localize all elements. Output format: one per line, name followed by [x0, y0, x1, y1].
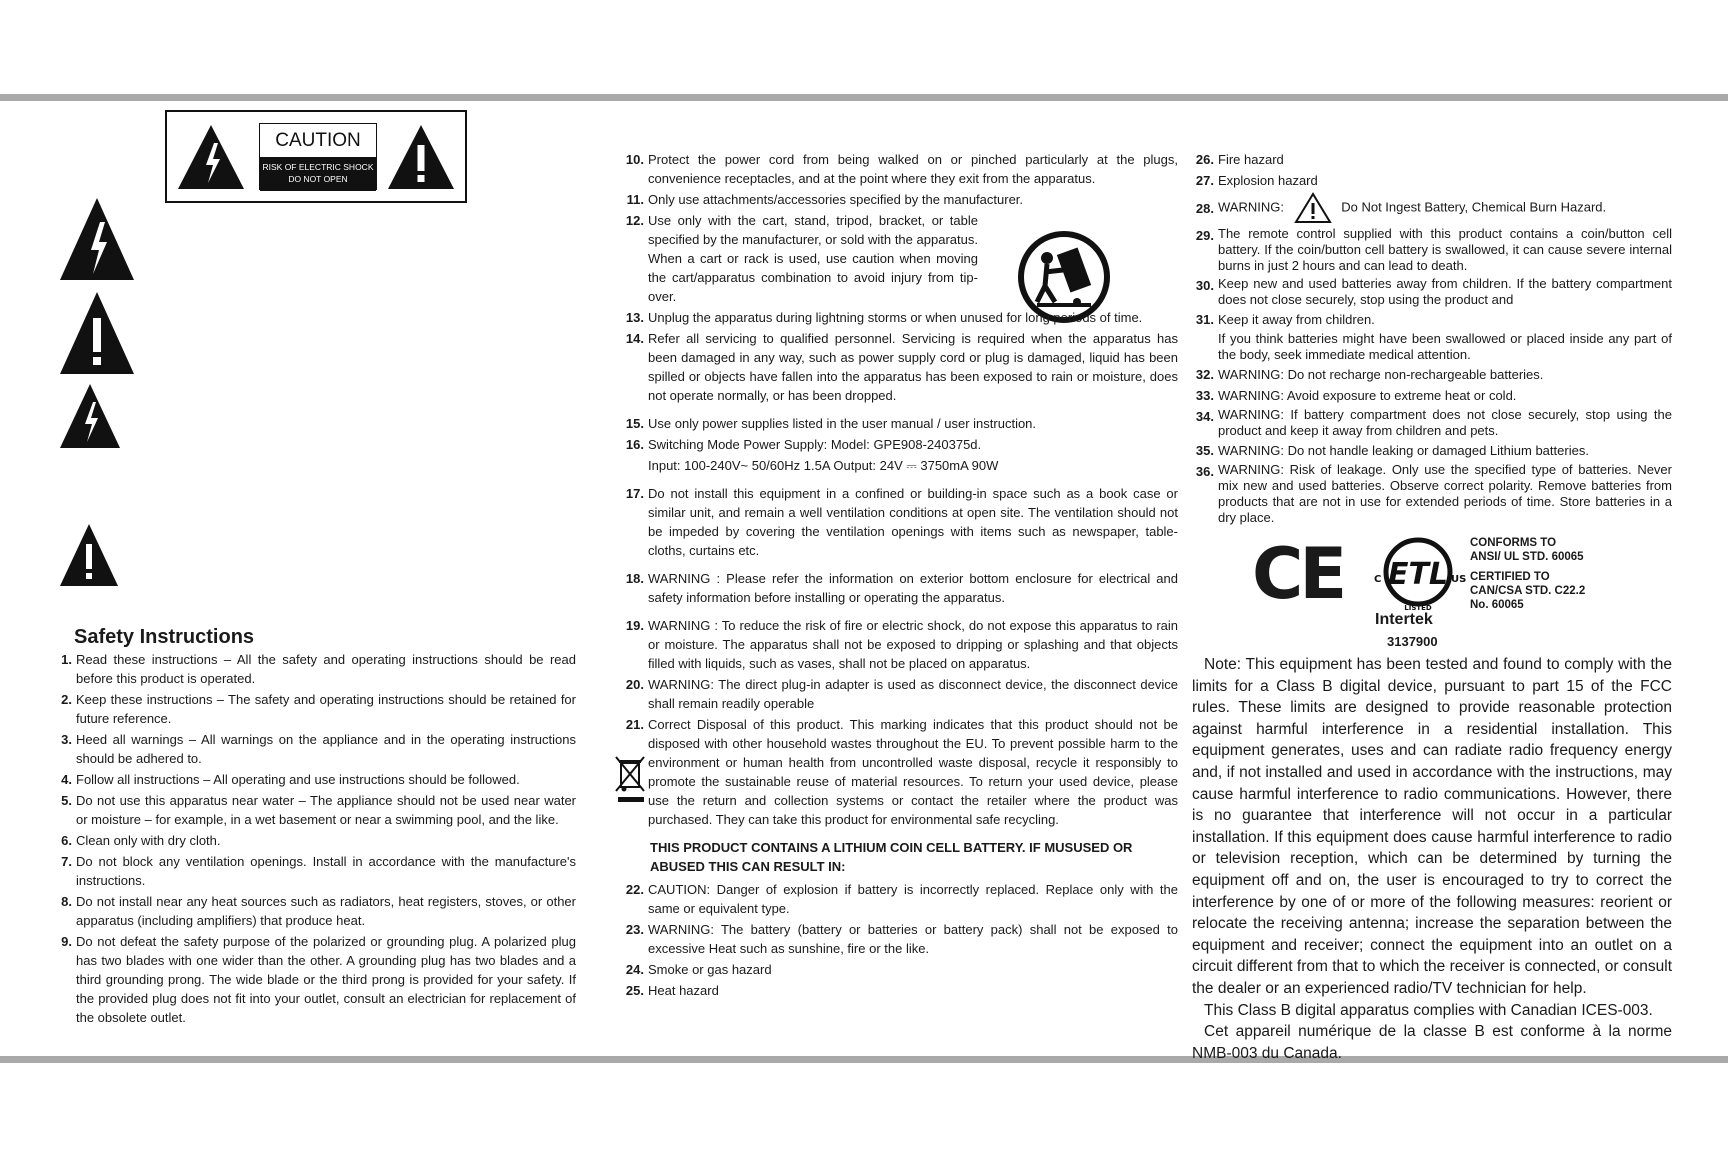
- item-text: Read these instructions – All the safety and operating instructions should be read before this product is operated.: [76, 652, 576, 686]
- certified-line2: CAN/CSA STD. C22.2: [1470, 585, 1586, 597]
- list-item: [622, 715, 1178, 829]
- item-text: WARNING: Do not handle leaking or damaged Lithium batteries.: [1218, 443, 1589, 458]
- item-text: CAUTION: Danger of explosion if battery is incorrectly replaced. Replace only with the same or equivalent type.: [648, 882, 1178, 916]
- item-number: 25.: [625, 983, 644, 998]
- list-item: [622, 569, 1178, 607]
- etl-listed-label: LISTED: [1404, 604, 1432, 612]
- ices-french: Cet appareil numérique de la classe B est conforme à la norme NMB-003 du Canada.: [1192, 1023, 1672, 1062]
- etl-us-label: US: [1451, 574, 1466, 585]
- etl-listed-icon: [1370, 534, 1466, 616]
- list-item: [622, 329, 1178, 405]
- item-number: 5.: [61, 793, 72, 808]
- list-item: [622, 960, 1178, 979]
- exclamation-warning-icon: [58, 522, 120, 588]
- item-number: 12.: [625, 213, 644, 228]
- item-text: WARNING: If battery compartment does not close securely, stop using the product and keep it away from children and pets.: [1218, 407, 1672, 438]
- item-text: WARNING: Avoid exposure to extreme heat or cold.: [1218, 388, 1517, 403]
- item-number: 15.: [625, 416, 644, 431]
- item-text: Do not use this apparatus near water – The appliance should not be used near water or moisture – for example, in a wet basement or near a swimming pool, and the like.: [76, 793, 576, 827]
- item-number: 7.: [61, 854, 72, 869]
- item-number: 34.: [1195, 409, 1214, 424]
- item-text: Keep these instructions – The safety and operating instructions should be retained for future reference.: [76, 692, 576, 726]
- list-item: [622, 414, 1178, 433]
- list-item: [56, 690, 576, 728]
- item-text: Unplug the apparatus during lightning storms or when unused for long periods of time.: [648, 310, 1143, 325]
- item-text: Do not install this equipment in a confined or building-in space such as a book case or similar unit, and remain a well ventilation conditions at open site. The ventilation should not be impeded by covering the ventilation openings with items such as newspaper, table-cloths, curtains etc.: [648, 486, 1178, 558]
- item-number: 27.: [1195, 173, 1214, 188]
- item-number: 9.: [61, 934, 72, 949]
- list-item: [56, 650, 576, 688]
- item-text: Refer all servicing to qualified personnel. Servicing is required when the apparatus has been damaged in any way, such as power supply cord or plug is damaged, liquid has been spilled or objects have fallen into the apparatus has been exposed to rain or moisture, does not operate normally, or has been dropped.: [648, 331, 1178, 403]
- item-text: Smoke or gas hazard: [648, 962, 772, 977]
- list-item: [622, 435, 1178, 454]
- ce-mark: CE: [1252, 533, 1344, 615]
- battery-warning-note: THIS PRODUCT CONTAINS A LITHIUM COIN CELL BATTERY. IF MUSUSED OR ABUSED THIS CAN RESULT IN:: [650, 840, 1133, 874]
- power-spec-line: [622, 456, 1178, 475]
- list-item: [622, 616, 1178, 673]
- safety-heading: Safety Instructions: [74, 626, 255, 648]
- exclamation-warning-icon: [1294, 192, 1332, 224]
- item-text: WARNING: The battery (battery or batteries or battery pack) shall not be exposed to excessive Heat such as sunshine, fire or the like.: [648, 922, 1178, 956]
- item-text: Explosion hazard: [1218, 173, 1318, 188]
- item-number: 4.: [61, 772, 72, 787]
- item-text: If you think batteries might have been swallowed or placed inside any part of the body, seek immediate medical attention.: [1218, 331, 1672, 362]
- item-number: 21.: [625, 717, 644, 732]
- list-item: [1192, 462, 1672, 526]
- etl-c-label: C: [1374, 574, 1382, 585]
- certification-text: [1470, 536, 1585, 618]
- item-number: 33.: [1195, 388, 1214, 403]
- list-item: [1192, 407, 1672, 439]
- item-number: 8.: [61, 894, 72, 909]
- intertek-number: 3137900: [1387, 634, 1438, 649]
- ices-english: This Class B digital apparatus complies with Canadian ICES-003.: [1204, 1001, 1653, 1019]
- list-item: [622, 484, 1178, 560]
- list-item: [56, 770, 576, 789]
- list-item: [1192, 310, 1672, 329]
- item-number: 18.: [625, 571, 644, 586]
- list-item: [1192, 386, 1672, 405]
- item-text: WARNING: The direct plug-in adapter is used as disconnect device, the disconnect device shall remain readily operable: [648, 677, 1178, 711]
- caution-sub-line2: DO NOT OPEN: [288, 174, 348, 184]
- svg-text:ETL: ETL: [1387, 557, 1449, 592]
- item-number: 23.: [625, 922, 644, 937]
- item-number: 24.: [625, 962, 644, 977]
- caution-subtitle: [260, 157, 376, 191]
- list-item: [622, 880, 1178, 918]
- power-spec-text: Input: 100-240V~ 50/60Hz 1.5A Output: 24V ⎓ 3750mA 90W: [648, 458, 999, 473]
- item-number: 10.: [625, 152, 644, 167]
- item-text: Do not defeat the safety purpose of the polarized or grounding plug. A polarized plug has two blades with one wider than the other. A grounding plug has two blades and a third grounding prong. The wide blade or the third prong is provided for your safety. If the provided plug does not fit into your outlet, consult an electrician for replacement of the obsolete outlet.: [76, 934, 576, 1025]
- exclamation-warning-icon: [58, 290, 136, 376]
- lightning-warning-icon: [58, 196, 136, 282]
- list-item: [1192, 276, 1672, 308]
- ingest-warning-text: Do Not Ingest Battery, Chemical Burn Hazard.: [1341, 199, 1607, 215]
- item-text: Follow all instructions – All operating and use instructions should be followed.: [76, 772, 520, 787]
- item-text: Heed all warnings – All warnings on the appliance and in the operating instructions should be adhered to.: [76, 732, 576, 766]
- lightning-warning-icon: [58, 382, 122, 450]
- conforms-block: [1470, 536, 1585, 564]
- caution-title: CAUTION: [260, 124, 376, 157]
- intertek-label: Intertek: [1375, 611, 1433, 628]
- list-item: [622, 211, 1178, 306]
- item-number: 11.: [626, 192, 644, 207]
- certified-line3: No. 60065: [1470, 599, 1524, 611]
- battery-and-compliance-column: [1192, 150, 1672, 1064]
- list-item: [622, 920, 1178, 958]
- item-number: 26.: [1195, 152, 1214, 167]
- item-number: 32.: [1195, 367, 1214, 382]
- list-item: [622, 190, 1178, 209]
- item-number: 36.: [1195, 464, 1214, 479]
- list-item: [622, 981, 1178, 1000]
- item-number: 28.: [1195, 200, 1214, 216]
- list-item: [1192, 171, 1672, 190]
- item-text: The remote control supplied with this product contains a coin/button cell battery. If the coin/button cell battery is swallowed, it can cause severe internal burns in just 2 hours and can lead to death.: [1218, 226, 1672, 273]
- list-item: [1192, 441, 1672, 460]
- fcc-note: Note: This equipment has been tested and found to comply with the limits for a Class B digital device, pursuant to part 15 of the FCC rules. These limits are designed to provide reasonable protection against harmful interference in a residential installation. This equipment generates, uses and can radiate radio frequency energy and, if not installed and used in accordance with the instructions, may cause harmful interference to radio communications. However, there is no guarantee that interference will not occur in a particular installation. If this equipment does cause harmful interference to radio or television reception, which can be determined by turning the equipment off and on, the user is encouraged to try to correct the interference by one of or more of the following measures: reorient or relocate the receiving antenna; increase the separation between the equipment and receiver; connect the equipment into an outlet on a circuit different from that to which the receiver is connected, or consult the dealer or an experienced radio/TV technician for help.: [1192, 656, 1672, 997]
- item-text: Switching Mode Power Supply: Model: GPE908-240375d.: [648, 437, 982, 452]
- item-text: Clean only with dry cloth.: [76, 833, 221, 848]
- item-text: Use only with the cart, stand, tripod, bracket, or table specified by the manufacturer, or sold with the apparatus. When a cart or rack is used, use caution when moving the cart/apparatus combination to avoid injury from tip-over.: [648, 213, 978, 304]
- item-text: Keep new and used batteries away from children. If the battery compartment does not close securely, stop using the product and: [1218, 276, 1672, 307]
- item-text: Heat hazard: [648, 983, 719, 998]
- item-text: Use only power supplies listed in the user manual / user instruction.: [648, 416, 1037, 431]
- caution-label-box: [165, 110, 467, 203]
- list-item: [1192, 331, 1672, 363]
- item-text: Only use attachments/accessories specified by the manufacturer.: [648, 192, 1024, 207]
- item-text: Do not install near any heat sources such as radiators, heat registers, stoves, or other apparatus (including amplifiers) that produce heat.: [76, 894, 576, 928]
- item-number: 30.: [1195, 278, 1214, 293]
- item-number: 16.: [625, 437, 644, 452]
- item-number: 13.: [625, 310, 644, 325]
- item-text: Fire hazard: [1218, 152, 1284, 167]
- caution-sub-line1: RISK OF ELECTRIC SHOCK: [262, 162, 374, 172]
- item-number: 6.: [61, 833, 72, 848]
- item-number: 31.: [1195, 312, 1214, 327]
- item-number: 22.: [625, 882, 644, 897]
- item-number: 19.: [625, 618, 644, 633]
- list-item: [1192, 226, 1672, 274]
- warning-word: WARNING:: [1218, 199, 1284, 215]
- list-item: [56, 791, 576, 829]
- list-item: [1192, 365, 1672, 384]
- conforms-line2: ANSI/ UL STD. 60065: [1470, 551, 1584, 563]
- safety-instructions-column: [56, 628, 576, 1029]
- caution-label: [259, 123, 377, 190]
- fcc-compliance-text: [1192, 654, 1672, 1064]
- list-item: [622, 675, 1178, 713]
- list-item: [1192, 192, 1672, 224]
- item-number: 14.: [625, 331, 644, 346]
- item-text: Correct Disposal of this product. This marking indicates that this product should not be disposed with other household wastes throughout the EU. To prevent possible harm to the environment or human health from uncontrolled waste disposal, recycle it responsibly to promote the sustainable reuse of material resources. To return your used device, please use the return and collection systems or contact the retailer where the product was purchased. They can take this product for environmental safe recycling.: [648, 717, 1178, 827]
- list-item: [56, 932, 576, 1027]
- list-item: [56, 892, 576, 930]
- certification-marks: [1192, 532, 1672, 650]
- lightning-warning-icon: [176, 123, 246, 191]
- item-text: [1218, 192, 1672, 224]
- item-number: 3.: [61, 732, 72, 747]
- item-text: Protect the power cord from being walked on or pinched particularly at the plugs, convenience receptacles, and at the point where they exit from the apparatus.: [648, 152, 1178, 186]
- item-number: 20.: [625, 677, 644, 692]
- exclamation-warning-icon: [386, 123, 456, 191]
- item-number: 1.: [61, 652, 72, 667]
- item-text: WARNING: Risk of leakage. Only use the specified type of batteries. Never mix new and used batteries. Observe correct polarity. Remove batteries from products that are not in use for extended periods of time. Store batteries in a dry place.: [1218, 462, 1672, 525]
- item-text: WARNING: Do not recharge non-rechargeable batteries.: [1218, 367, 1544, 382]
- conforms-line1: CONFORMS TO: [1470, 537, 1557, 549]
- item-number: 17.: [625, 486, 644, 501]
- item-number: 2.: [61, 692, 72, 707]
- list-item: [622, 150, 1178, 188]
- list-item: [56, 730, 576, 768]
- middle-instructions-column: [622, 150, 1178, 1002]
- certified-block: [1470, 570, 1585, 612]
- item-text: Do not block any ventilation openings. Install in accordance with the manufacture's instructions.: [76, 854, 576, 888]
- item-number: 29.: [1195, 228, 1214, 243]
- top-divider: [0, 94, 1728, 101]
- item-text: Keep it away from children.: [1218, 312, 1375, 327]
- list-item: [1192, 150, 1672, 169]
- item-text: WARNING : To reduce the risk of fire or electric shock, do not expose this apparatus to rain or moisture. The apparatus shall not be exposed to dripping or splashing and that objects filled with liquids, such as vases, shall not be placed on apparatus.: [648, 618, 1178, 671]
- list-item: [622, 308, 1178, 327]
- item-number: 35.: [1195, 443, 1214, 458]
- certified-line1: CERTIFIED TO: [1470, 571, 1550, 583]
- item-text: WARNING : Please refer the information on exterior bottom enclosure for electrical and safety information before installing or operating the apparatus.: [648, 571, 1178, 605]
- list-item: [56, 852, 576, 890]
- list-item: [56, 831, 576, 850]
